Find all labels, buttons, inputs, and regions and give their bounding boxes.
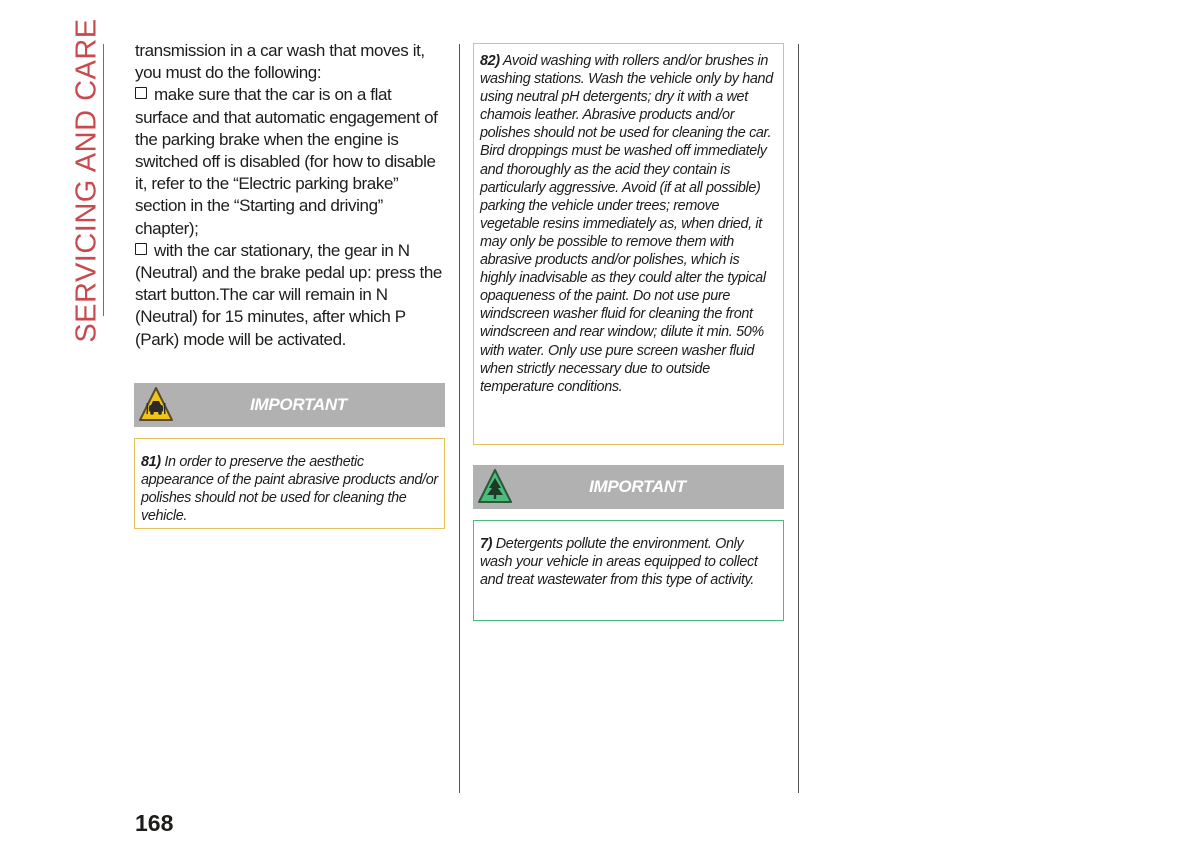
body-text — [135, 40, 447, 351]
bullet-item — [135, 240, 447, 351]
section-title-text: SERVICING AND CARE — [70, 17, 103, 343]
note-text: Detergents pollute the environment. Only wash your vehicle in areas equipped to collect and treat wastewater from this type of activity. — [480, 536, 758, 589]
note-7 — [473, 520, 784, 621]
note-text: Avoid washing with rollers and/or brushes in washing stations. Wash the vehicle only by hand using neutral pH detergents; dry it with a wet chamois leather. Abrasive products and/or polishes should not be used for cleaning the car. Bird droppings must be washed off immediately and thoroughly as the acid they contain is particularly aggressive. Avoid (if at all possible) parking the vehicle under trees; remove vegetable resins immediately as, when dried, it may only be possible to remove them with abrasive products and/or polishes, which is highly inadvisable as they could alter the typical opaqueness of the paint. Do not use pure windscreen washer fluid for cleaning the front windscreen and rear window; dilute it min. 50% with water. Only use pure screen washer fluid when strictly necessary due to outside temperature conditions. — [480, 53, 773, 395]
column-divider-left — [459, 44, 460, 793]
banner-label: IMPORTANT — [589, 477, 686, 496]
note-number: 82) — [480, 53, 500, 69]
note-82 — [473, 43, 784, 445]
banner-label: IMPORTANT — [250, 395, 347, 414]
bullet-text: with the car stationary, the gear in N (Neutral) and the brake pedal up: press the start button.The car will remain in N (Neutral) for 15 minutes, after which P (Park) mode will be activated. — [135, 240, 442, 349]
environment-tree-icon — [477, 468, 513, 506]
section-title — [68, 17, 106, 343]
intro-paragraph: transmission in a car wash that moves it, you must do the following: — [135, 41, 425, 83]
note-number: 81) — [141, 454, 161, 470]
important-banner-left — [134, 383, 445, 427]
section-title-rule — [103, 44, 104, 316]
checkbox-bullet-icon — [135, 243, 147, 255]
checkbox-bullet-icon — [135, 87, 147, 99]
page-number: 168 — [135, 810, 174, 836]
note-text: In order to preserve the aesthetic appearance of the paint abrasive products and/or polishes should not be used for cleaning the vehicle. — [141, 454, 438, 525]
note-number: 7) — [480, 536, 493, 552]
important-banner-right — [473, 465, 784, 509]
car-wash-warning-icon — [138, 386, 174, 424]
note-81 — [134, 438, 445, 529]
bullet-item — [135, 84, 447, 239]
bullet-text: make sure that the car is on a flat surface and that automatic engagement of the parking brake when the engine is switched off is disabled (for how to disable it, refer to the “Electric parking brake” section in the “Starting and driving” chapter); — [135, 85, 438, 238]
column-divider-right — [798, 44, 799, 793]
